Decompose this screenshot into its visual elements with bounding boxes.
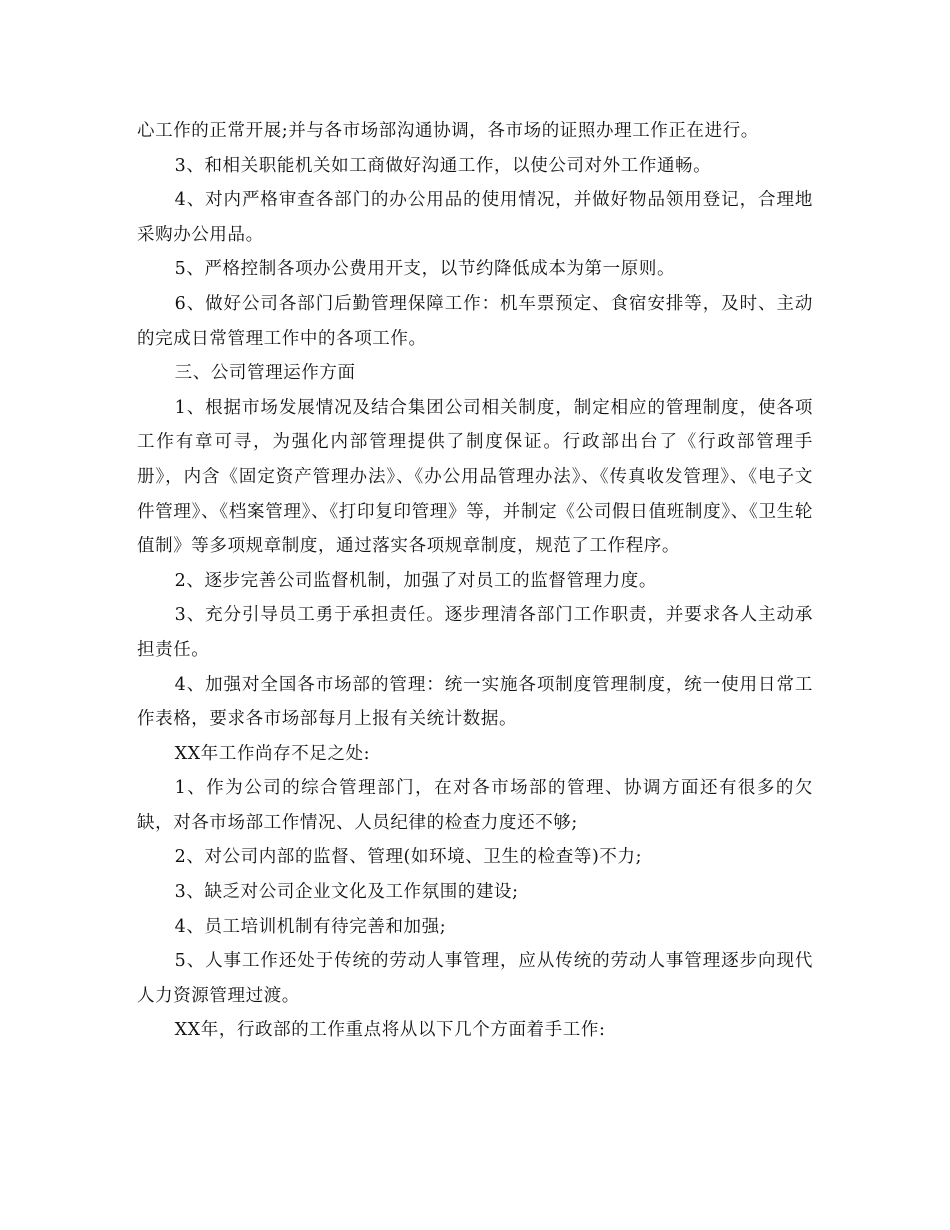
- paragraph-continued: 心工作的正常开展;并与各市场部沟通协调，各市场的证照办理工作正在进行。: [137, 121, 759, 141]
- paragraph-shortcoming-4: 4、员工培训机制有待完善和加强;: [174, 916, 447, 937]
- section-heading-shortcomings: XX年工作尚存不足之处:: [174, 743, 371, 764]
- paragraph-management-4: 4、加强对全国各市场部的管理：统一实施各项制度管理制度，统一使用日常工作表格，要求各市场部每月上报有关统计数据。: [137, 674, 813, 730]
- section-heading-management: 三、公司管理运作方面: [174, 363, 356, 384]
- paragraph-shortcoming-5: 5、人事工作还处于传统的劳动人事管理，应从传统的劳动人事管理逐步向现代人力资源管理过渡。: [137, 951, 813, 1006]
- paragraph-management-3: 3、充分引导员工勇于承担责任。逐步理清各部门工作职责，并要求各人主动承担责任。: [137, 605, 813, 660]
- paragraph-item-6: 6、做好公司各部门后勤管理保障工作：机车票预定、食宿安排等，及时、主动的完成日常管理工作中的各项工作。: [137, 293, 813, 349]
- paragraph-management-1: 1、根据市场发展情况及结合集团公司相关制度，制定相应的管理制度，使各项工作有章可寻，为强化内部管理提供了制度保证。行政部出台了《行政部管理手册》，内含《固定资产管理办法》、《办公用品管理办法》、《传真收发管理》、《电子文件管理》、《档案管理》、《打印复印管理》等，并制定《公司假日值班制度》、《卫生轮值制》等多项规章制度，通过落实各项规章制度，规范了工作程序。: [137, 397, 813, 557]
- paragraph-item-3: 3、和相关职能机关如工商做好沟通工作，以使公司对外工作通畅。: [174, 155, 712, 176]
- paragraph-shortcoming-1: 1、作为公司的综合管理部门，在对各市场部的管理、协调方面还有很多的欠缺，对各市场部工作情况、人员纪律的检查力度还不够;: [137, 778, 813, 833]
- paragraph-shortcoming-3: 3、缺乏对公司企业文化及工作氛围的建设;: [174, 882, 519, 903]
- paragraph-item-4: 4、对内严格审查各部门的办公用品的使用情况，并做好物品领用登记，合理地采购办公用品。: [137, 190, 813, 245]
- document-body: [137, 114, 813, 1048]
- paragraph-next-year-focus: XX年，行政部的工作重点将从以下几个方面着手工作:: [174, 1020, 606, 1041]
- paragraph-management-2: 2、逐步完善公司监督机制，加强了对员工的监督管理力度。: [174, 570, 657, 591]
- paragraph-shortcoming-2: 2、对公司内部的监督、管理(如环境、卫生的检查等)不力;: [174, 847, 643, 868]
- paragraph-item-5: 5、严格控制各项办公费用开支，以节约降低成本为第一原则。: [174, 259, 676, 280]
